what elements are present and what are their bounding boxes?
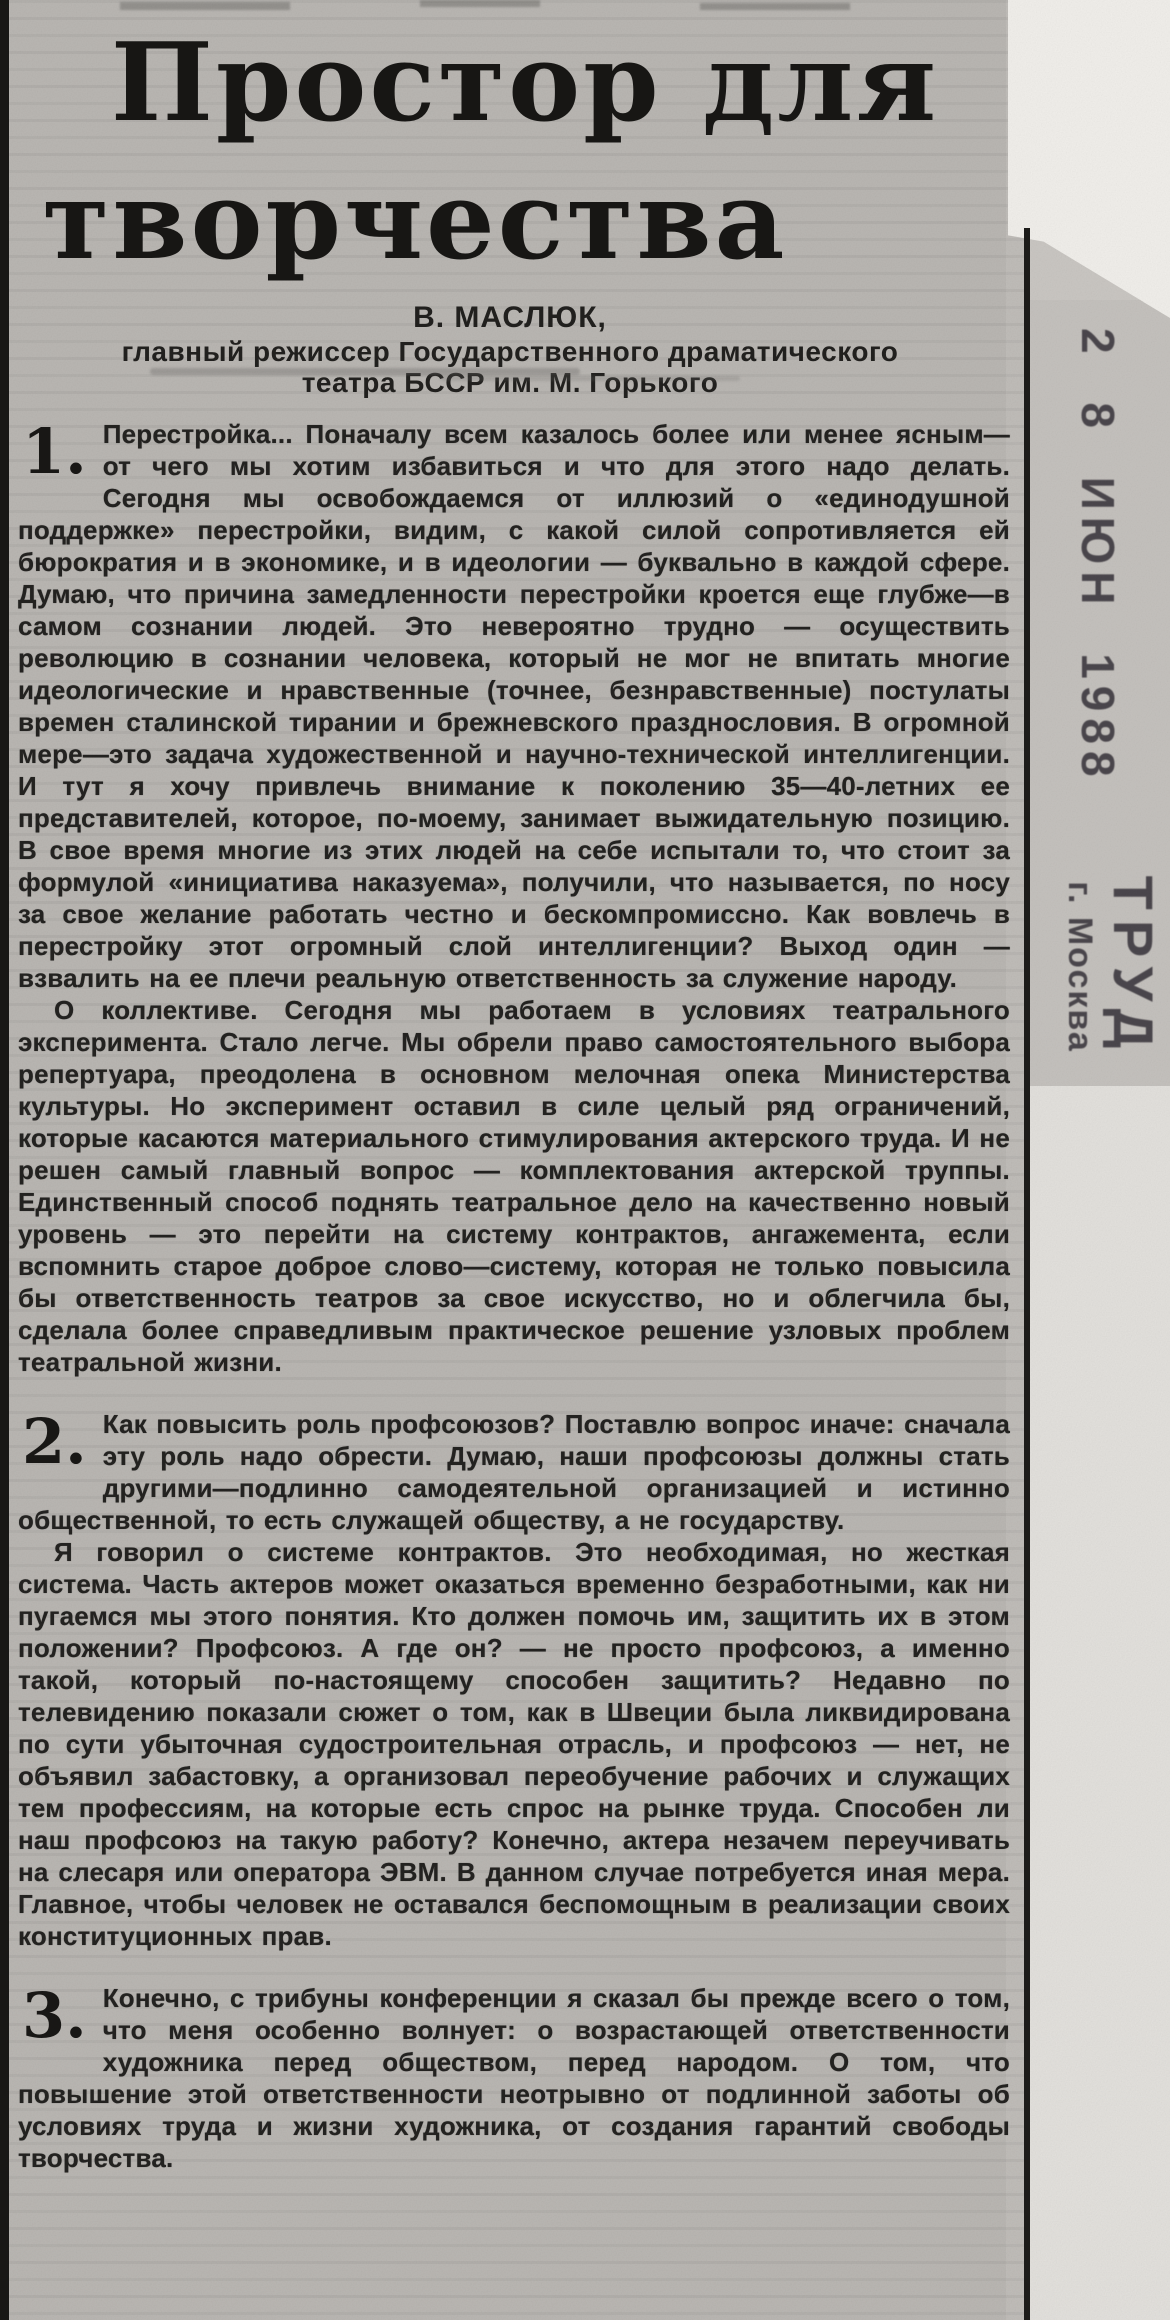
author-role-line-2: театра БССР им. М. Горького bbox=[301, 367, 719, 398]
paper-backing-bottom bbox=[1030, 1086, 1170, 2320]
ink-smudge bbox=[150, 368, 580, 375]
byline bbox=[20, 300, 1000, 398]
paragraph: Я говорил о системе контрактов. Это необходимая, но жесткая система. Часть актеров может оказаться временно безработными, как ни пугаемся мы этого понятия. Кто должен помочь им, защитить их в этом положении? Профсоюз. А где он? — не просто профсоюз, а именно такой, который по-настоящему способен защитить? Недавно по телевидению показали сюжет о том, как в Швеции была ликвидирована по сути убыточная судостроительная отрасль, и профсоюз — нет, не объявил забастовку, а организовал переобучение рабочих и служащих тем профессиям, на которые есть спрос на рынке труда. Способен ли наш профсоюз на такую работу? Конечно, актера незачем переучивать на слесаря или оператора ЭВМ. В данном случае потребуется иная мера. Главное, чтобы человек не оставался беспомощным в реализации своих конституционных прав. bbox=[18, 1537, 1010, 1951]
section-number-1: 1. bbox=[22, 415, 87, 488]
article-headline bbox=[20, 14, 1020, 290]
bleed-through-fragment bbox=[420, 0, 540, 7]
author-name: В. МАСЛЮК, bbox=[413, 301, 607, 334]
article-section-3 bbox=[18, 1979, 1010, 2174]
article-body bbox=[18, 415, 1010, 2174]
headline-line-1: Простор для bbox=[110, 20, 940, 146]
paragraph: Перестройка... Поначалу всем казалось более или менее ясным—от чего мы хотим избавиться и что для этого надо делать. Сегодня мы освобождаемся от иллюзий о «единодушной поддержке» перестройки, видим, с какой силой сопротивляется ей бюрократия и в экономике, и в идеологии — буквально в каждой сфере. Думаю, что причина замедленности перестройки кроется еще глубже—в самом сознании людей. Это невероятно трудно — осуществить революцию в сознании человека, который не мог не впитать многие идеологические и нравственные (точнее, безнравственные) постулаты времен сталинской тирании и брежневского празднословия. В огромной мере—это задача художественной и научно-технической интеллигенции. И тут я хочу привлечь внимание к поколению 35—40-летних ее представителей, которое, по-моему, занимает выжидательную позицию. В свое время многие из этих людей на себе испытали то, что стоит за формулой «инициатива наказуема», получили, что называется, по носу за свое желание работать честно и бескомпромиссно. Как вовлечь в перестройку этот огромный слой интеллигенции? Выход один — взвалить на ее плечи реальную ответственность за служение народу. bbox=[18, 419, 1010, 993]
headline-line-2: творчества bbox=[42, 158, 788, 284]
publication-stamp bbox=[1052, 842, 1164, 1092]
paragraph: Конечно, с трибуны конференции я сказал бы прежде всего о том, что меня особенно волнует: о возрастающей ответственности художника перед обществом, перед народом. О том, что повышение этой ответственности неотрывно от подлинной заботы об условиях труда и жизни художника, от создания гарантий свободы творчества. bbox=[18, 1983, 1010, 2173]
section-number-3: 3. bbox=[22, 1979, 87, 2052]
bleed-through-fragment bbox=[700, 3, 850, 10]
paragraph: Как повысить роль профсоюзов? Поставлю вопрос иначе: сначала эту роль надо обрести. Думаю, наши профсоюзы должны стать другими—подлинно самодеятельной организацией и истинно общественной, то есть служащей обществу, а не государству. bbox=[18, 1409, 1010, 1535]
publication-name: ТРУД bbox=[1102, 875, 1165, 1059]
paragraph: О коллективе. Сегодня мы работаем в условиях театрального эксперимента. Стало легче. Мы обрели право самостоятельного выбора репертуара, преодолена в основном мелочная опека Министерства культуры. Но эксперимент оставил в силе целый ряд ограничений, которые касаются материального стимулирования актерского труда. И не решен самый главный вопрос — комплектования актерской труппы. Единственный способ поднять театральное дело на качественно новый уровень — это перейти на систему контрактов, ангажемента, если вспомнить старое доброе слово—систему, которая не только повысила бы ответственность театров за свое искусство, но и облегчила бы, сделала более справедливым практическое решение узловых проблем театральной жизни. bbox=[18, 995, 1010, 1377]
author-role-line-1: главный режиссер Государственного драматического bbox=[121, 336, 899, 367]
section-number-2: 2. bbox=[22, 1405, 87, 1478]
article-section-1 bbox=[18, 415, 1010, 1378]
clipping-left-edge bbox=[0, 0, 9, 2320]
bleed-through-fragment bbox=[120, 2, 290, 10]
ink-smudge bbox=[440, 376, 740, 381]
column-divider-line bbox=[1024, 228, 1030, 2320]
publication-city: г. Москва bbox=[1061, 881, 1099, 1053]
article-section-2 bbox=[18, 1405, 1010, 1952]
date-stamp: 2 8 ИЮН 1988 bbox=[1072, 328, 1124, 784]
